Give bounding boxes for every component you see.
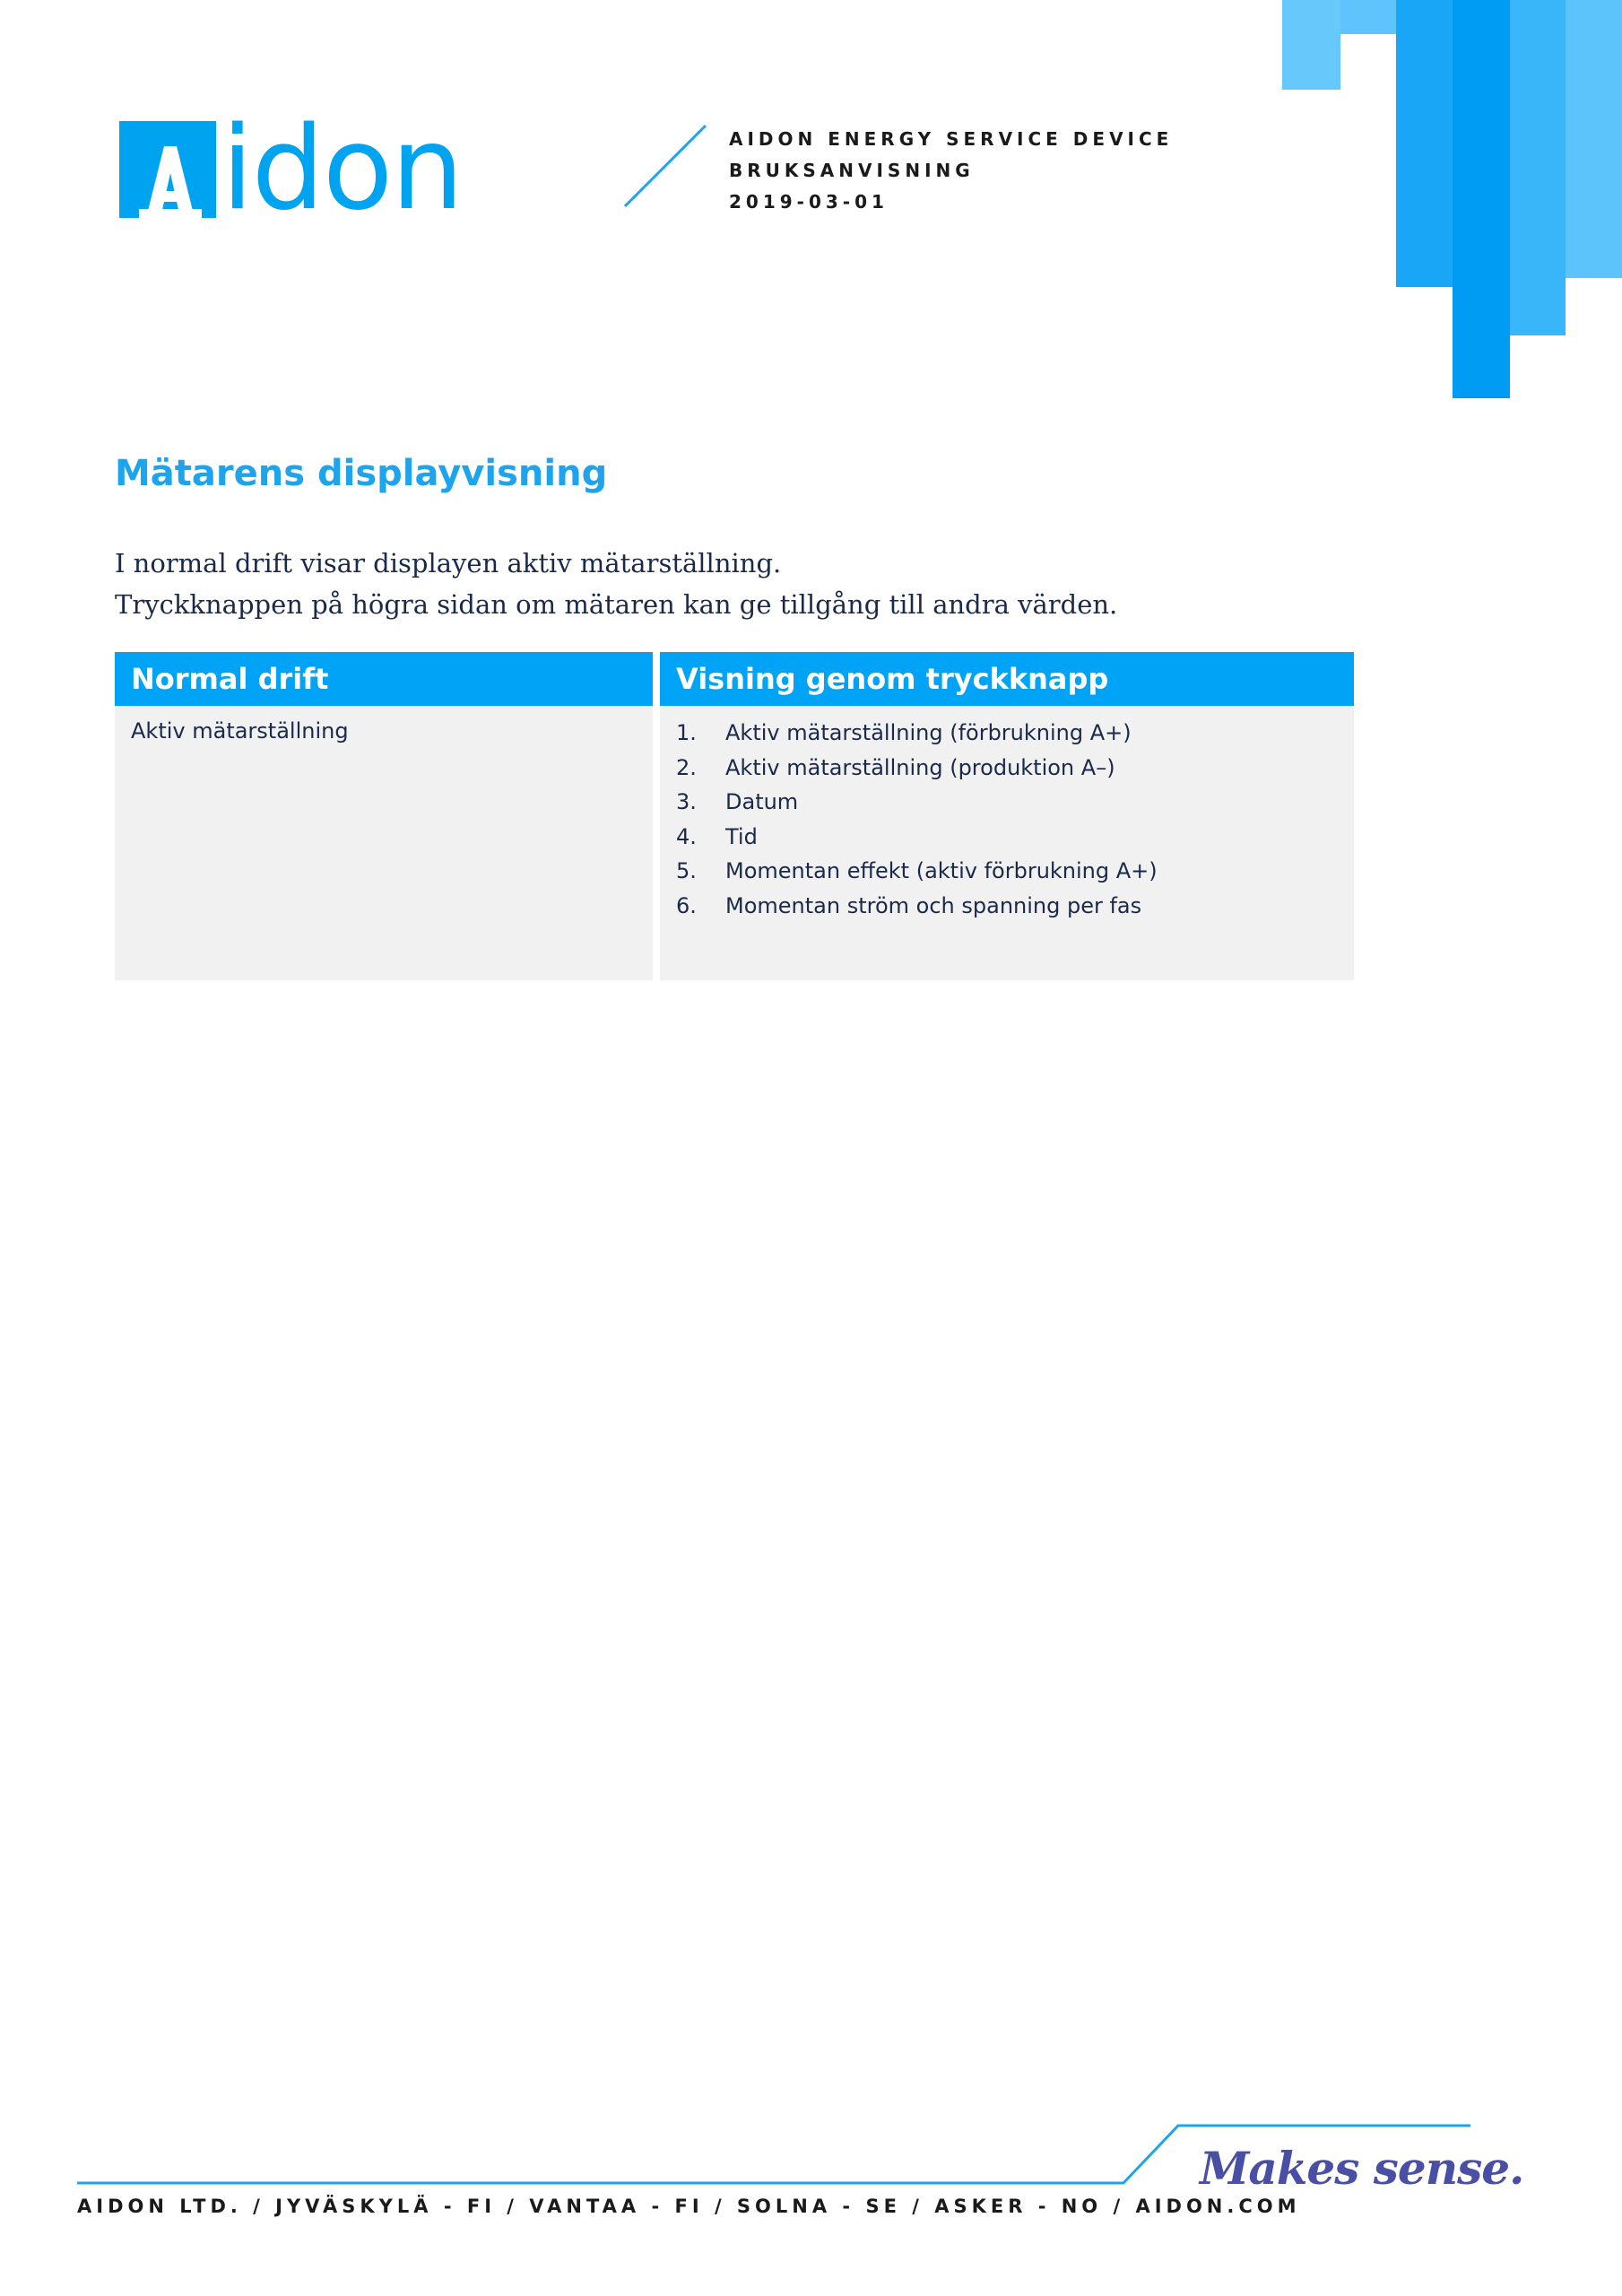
bar-5 (1510, 0, 1566, 335)
list-item: 6. Momentan ström och spanning per fas (676, 892, 1142, 918)
display-views-table (115, 652, 1354, 980)
footer-address: AIDON LTD. / JYVÄSKYLÄ - FI / VANTAA - FI / SOLNA - SE / ASKER - NO / AIDON.COM (77, 2196, 1301, 2217)
logo-mark (119, 121, 216, 218)
page-title: Mätarens displayvisning (115, 453, 608, 494)
cell-button-views (660, 706, 1354, 980)
button-views-list (676, 718, 1338, 926)
list-item: 1. Aktiv mätarställning (förbrukning A+) (676, 720, 1132, 745)
aidon-logo (119, 102, 463, 236)
header-divider-slash (623, 124, 713, 209)
bar-2 (1340, 0, 1396, 34)
header-normal-drift: Normal drift (115, 652, 653, 706)
product-name: AIDON ENERGY SERVICE DEVICE (729, 128, 1174, 150)
list-item: 3. Datum (676, 789, 799, 815)
header-visning-tryckknapp: Visning genom tryckknapp (660, 652, 1354, 706)
list-item: 2. Aktiv mätarställning (produktion A–) (676, 754, 1115, 780)
cell-normal-drift (115, 706, 653, 980)
bar-3 (1396, 0, 1453, 287)
bar-1 (1282, 0, 1340, 90)
intro-paragraph (115, 543, 1117, 625)
tagline: Makes sense. (1200, 2142, 1524, 2195)
list-item: 4. Tid (676, 823, 758, 849)
table-header-row (115, 652, 1354, 706)
document-type: BRUKSANVISNING (729, 160, 975, 181)
document-date: 2019-03-01 (729, 191, 889, 213)
bar-6 (1566, 0, 1622, 278)
table-row (115, 706, 1354, 980)
normal-drift-value: Aktiv mätarställning (131, 718, 349, 744)
list-item: 5. Momentan effekt (aktiv förbrukning A+) (676, 858, 1158, 884)
bar-4 (1453, 0, 1510, 398)
logo-a-icon (119, 121, 216, 218)
intro-line-2: Tryckknappen på högra sidan om mätaren kan ge tillgång till andra värden. (115, 589, 1118, 620)
document-info (729, 124, 1173, 218)
logo-wordmark: idon (221, 102, 463, 236)
intro-line-1: I normal drift visar displayen aktiv mätarställning. (115, 548, 782, 578)
